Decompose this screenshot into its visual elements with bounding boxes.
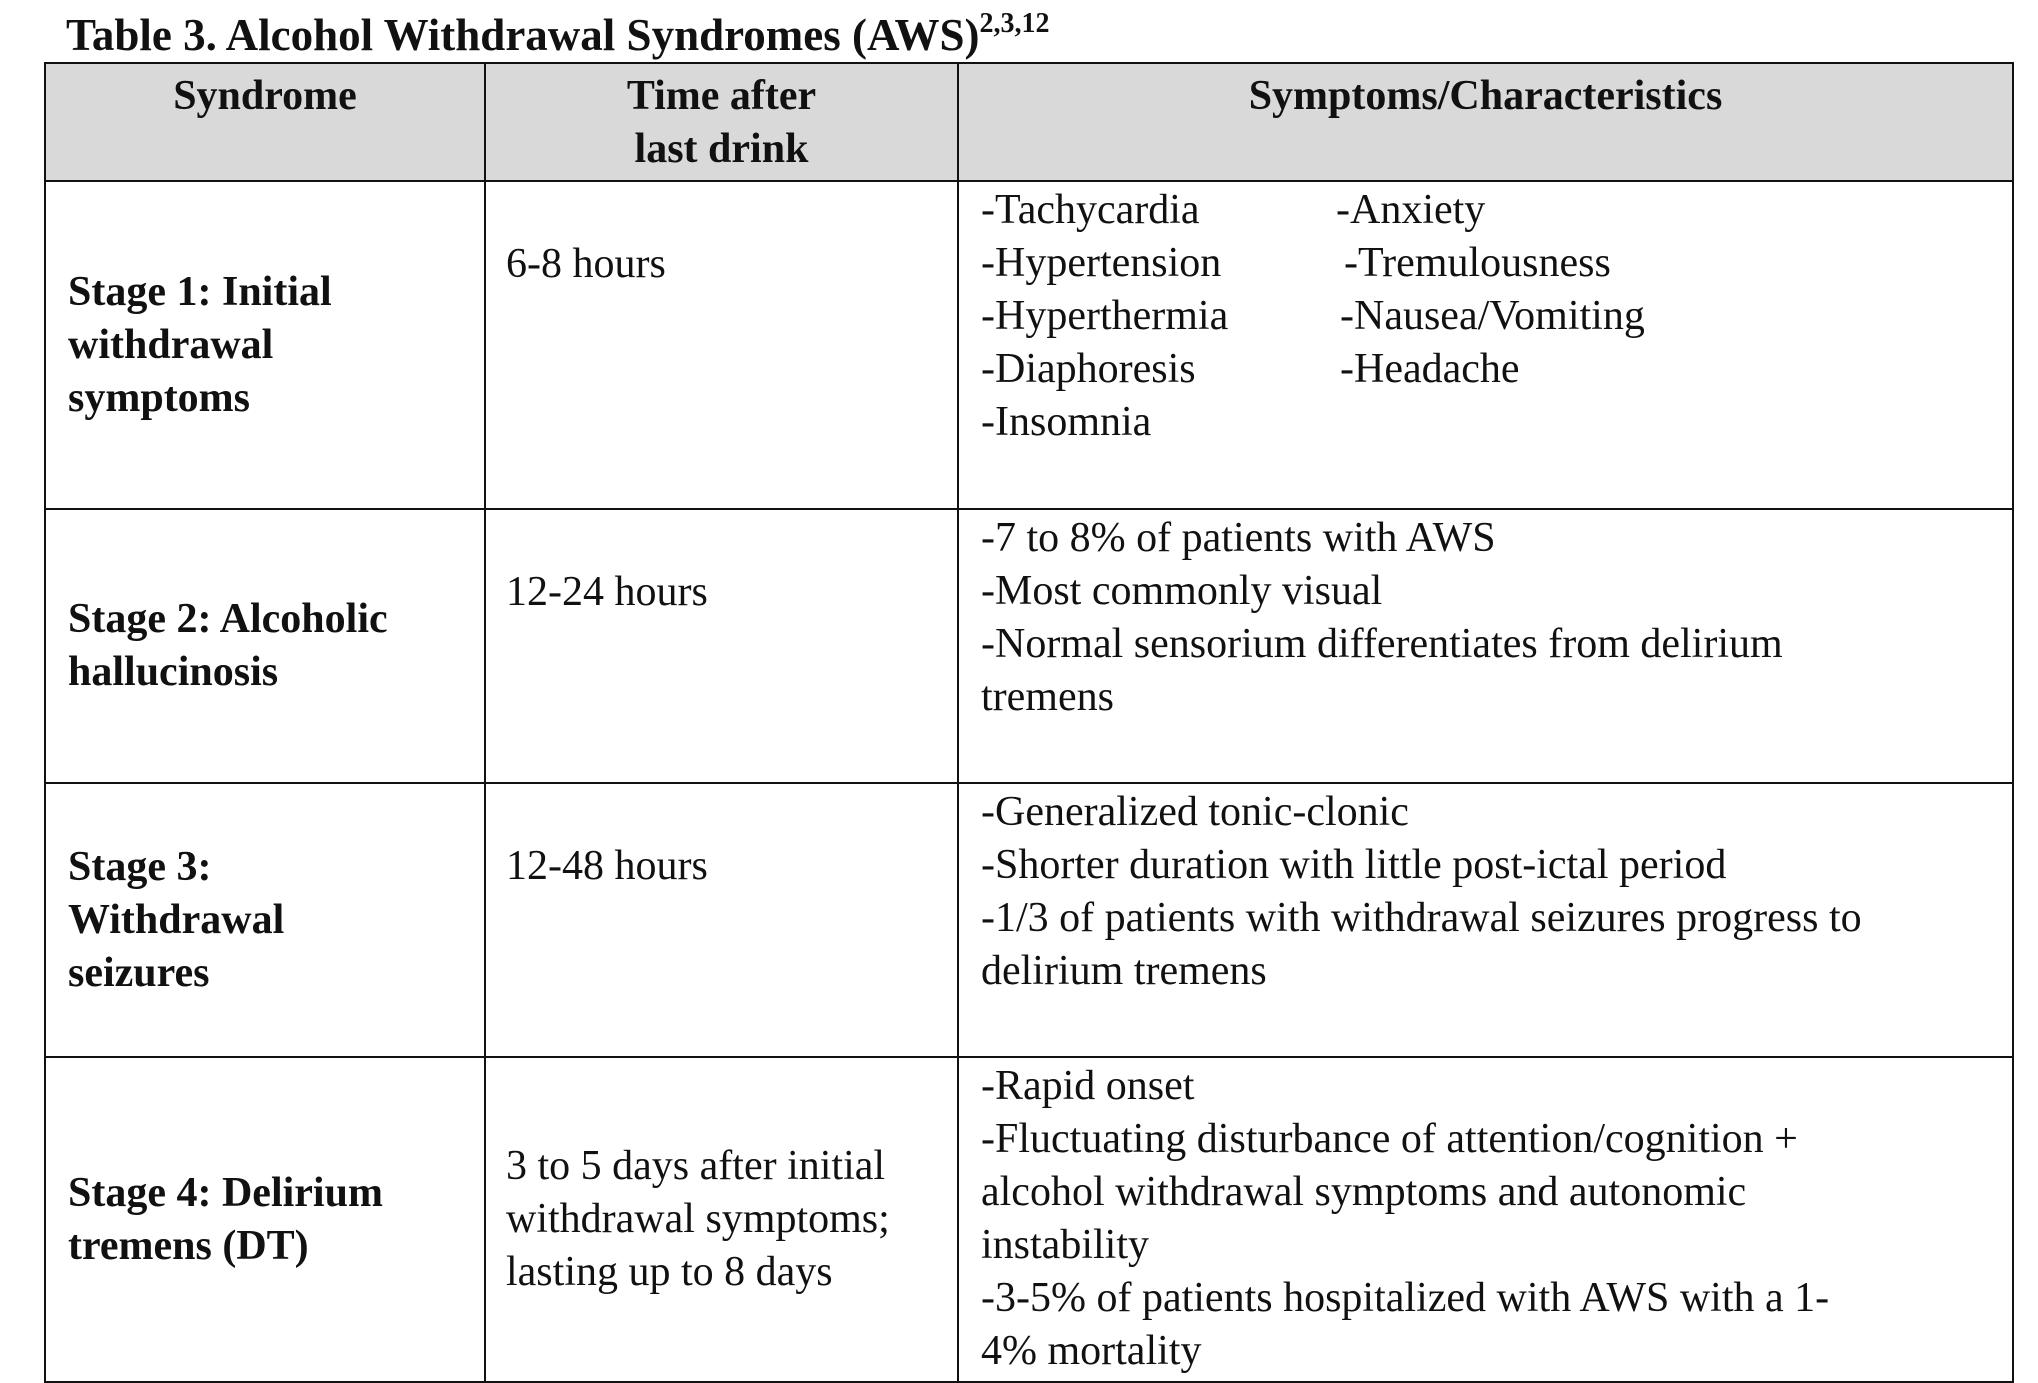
alcohol-withdrawal-table [44, 62, 2014, 1383]
symptom-item: alcohol withdrawal symptoms and autonomic [981, 1169, 1747, 1215]
header-symptoms-label: Symptoms/Characteristics [1248, 73, 1723, 119]
syndrome-line: tremens (DT) [68, 1222, 309, 1269]
time-line: 6-8 hours [506, 241, 666, 287]
symptom-item: -Tachycardia [981, 187, 1200, 233]
table-row-stage-3 [45, 783, 2013, 1057]
time-line: 12-48 hours [506, 843, 708, 889]
time-line: withdrawal symptoms; [506, 1196, 890, 1242]
symptom-item: -1/3 of patients with withdrawal seizures progress to [981, 895, 1862, 941]
symptom-item: -Generalized tonic-clonic [981, 789, 1409, 835]
symptom-item: -Hyperthermia [981, 293, 1229, 339]
syndrome-cell [45, 1057, 485, 1382]
header-syndrome-label: Syndrome [173, 73, 357, 119]
symptom-item: tremens [981, 674, 1114, 720]
symptom-item: -Nausea/Vomiting [1340, 293, 1645, 339]
table-row-stage-1 [45, 181, 2013, 509]
symptom-item: delirium tremens [981, 948, 1267, 994]
symptom-item: -3-5% of patients hospitalized with AWS with a 1- [981, 1275, 1830, 1321]
time-line: 12-24 hours [506, 569, 708, 615]
syndrome-line: Withdrawal [68, 896, 285, 943]
table-title-text: Table 3. Alcohol Withdrawal Syndromes (AWS) [66, 10, 980, 60]
symptom-item: -Fluctuating disturbance of attention/cognition + [981, 1116, 1798, 1162]
time-line: 3 to 5 days after initial [506, 1143, 886, 1189]
table-row-stage-2 [45, 509, 2013, 783]
symptom-item: 4% mortality [981, 1328, 1202, 1374]
syndrome-line: Stage 3: [68, 843, 212, 890]
symptom-item: -Anxiety [1336, 187, 1486, 233]
header-row [45, 63, 2013, 181]
symptom-two-column-list [981, 184, 2002, 396]
symptoms-cell [958, 509, 2013, 783]
header-syndrome [45, 63, 485, 181]
table-title-references: 2,3,12 [979, 8, 1050, 39]
time-line: lasting up to 8 days [506, 1249, 833, 1295]
symptoms-cell [958, 181, 2013, 509]
time-cell [485, 1057, 958, 1382]
table-row-stage-4 [45, 1057, 2013, 1382]
syndrome-cell [45, 181, 485, 509]
symptom-item: -Shorter duration with little post-ictal period [981, 842, 1727, 888]
symptoms-cell [958, 1057, 2013, 1382]
time-cell [485, 509, 958, 783]
syndrome-line: Stage 2: Alcoholic [68, 596, 388, 642]
symptom-item: -7 to 8% of patients with AWS [981, 515, 1496, 561]
table-title [66, 6, 1050, 64]
header-time [485, 63, 958, 181]
syndrome-cell [45, 509, 485, 783]
symptom-item: -Insomnia [981, 399, 1152, 445]
symptom-item: -Normal sensorium differentiates from delirium [981, 621, 1783, 667]
syndrome-line: withdrawal [68, 321, 274, 368]
syndrome-line: Stage 1: Initial [68, 268, 332, 315]
syndrome-line: hallucinosis [68, 649, 279, 695]
syndrome-cell [45, 783, 485, 1057]
time-cell [485, 181, 958, 509]
symptom-item: -Tremulousness [1344, 240, 1611, 286]
symptom-item: -Hypertension [981, 240, 1222, 286]
header-symptoms [958, 63, 2013, 181]
syndrome-line: seizures [68, 949, 210, 996]
syndrome-line: symptoms [68, 374, 251, 421]
header-time-line-1: Time after [626, 73, 817, 119]
symptom-item: -Diaphoresis [981, 346, 1196, 392]
symptom-item: -Rapid onset [981, 1063, 1195, 1109]
symptom-item: -Headache [1340, 346, 1520, 392]
header-time-line-2: last drink [634, 126, 809, 172]
time-cell [485, 783, 958, 1057]
symptoms-cell [958, 783, 2013, 1057]
symptom-item: -Most commonly visual [981, 568, 1383, 614]
symptom-item: instability [981, 1222, 1149, 1268]
syndrome-line: Stage 4: Delirium [68, 1169, 383, 1216]
